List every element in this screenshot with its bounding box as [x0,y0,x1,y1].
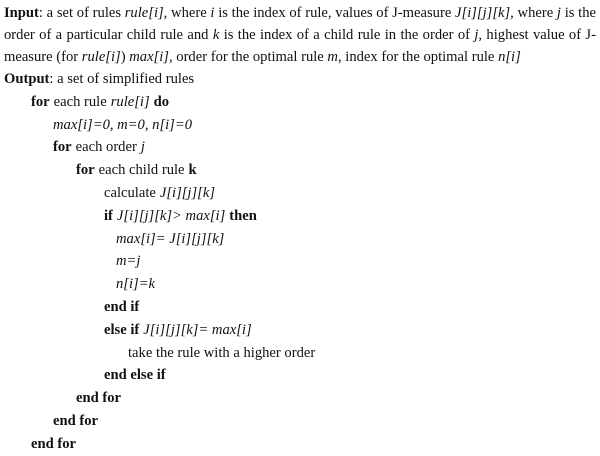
input-variable: j [556,5,561,21]
keyword-do: do [153,93,170,110]
assign-n-line [4,273,596,296]
input-variable: n[i] [498,49,521,65]
input-text: ) [120,49,130,65]
input-text: , order for the optimal rule [168,49,328,65]
keyword-for: for [76,162,95,179]
input-label: Input [4,5,39,21]
keyword-else-if: else if [104,321,140,338]
code-condition: J[i][j][k]> max[i] [116,207,226,224]
code-variable: max[i]= J[i][j][k] [116,230,225,247]
input-variable: max[i] [129,49,169,65]
input-text: is the index of a child rule in the order of [219,27,475,43]
input-paragraph [4,2,596,68]
output-line [4,68,596,91]
for-each-rule-line [4,91,596,114]
code-variable: max[i]=0, m=0, n[i]=0 [53,116,193,133]
input-description [4,5,596,65]
input-text: is the index of rule, values of J-measure [214,5,456,21]
end-for-child-line [4,387,596,410]
code-condition: J[i][j][k]= max[i] [143,321,252,338]
code-text: each rule [53,93,107,110]
code-variable: j [140,139,145,156]
input-variable: j [474,27,479,43]
output-label: Output [4,71,50,87]
input-text: , index for the optimal rule [337,49,499,65]
keyword-for: for [31,93,50,110]
if-line [4,205,596,228]
input-variable: i [210,5,215,21]
code-text: calculate [104,184,156,201]
keyword-for: for [53,139,72,156]
else-if-line [4,319,596,342]
keyword-end-for: end for [76,390,121,407]
algorithm-block [4,2,596,456]
input-variable: rule[i] [124,5,164,21]
for-each-child-line [4,159,596,182]
input-text: : a set of rules [38,5,125,21]
input-text: , where [510,5,557,21]
code-variable: k [188,162,197,179]
code-text: each order [75,139,137,156]
input-text: , where [163,5,211,21]
code-text: take the rule with a higher order [128,344,316,361]
keyword-then: then [229,207,257,224]
keyword-end-for: end for [31,435,76,452]
calculate-line [4,182,596,205]
keyword-end-else-if: end else if [104,367,166,384]
code-variable: J[i][j][k] [159,184,215,201]
end-for-rule-line [4,433,596,456]
take-rule-line [4,342,596,365]
keyword-end-if: end if [104,298,140,315]
keyword-if: if [104,207,113,224]
end-else-if-line [4,364,596,387]
output-text: : a set of simplified rules [49,71,195,87]
for-each-order-line [4,136,596,159]
input-variable: J[i][j][k] [455,5,511,21]
input-text: is the order of a particular child rule and [4,5,596,43]
input-text: , highest value of J-measure (for [4,27,596,65]
input-variable: k [212,27,220,43]
code-variable: m=j [116,253,141,270]
end-for-order-line [4,410,596,433]
code-text: each child rule [98,162,185,179]
input-variable: m [327,49,338,65]
code-variable: rule[i] [110,93,150,110]
input-variable: rule[i] [81,49,121,65]
keyword-end-for: end for [53,412,98,429]
init-line [4,114,596,137]
assign-max-line [4,228,596,251]
code-variable: n[i]=k [116,276,156,293]
assign-m-line [4,250,596,273]
end-if-line [4,296,596,319]
